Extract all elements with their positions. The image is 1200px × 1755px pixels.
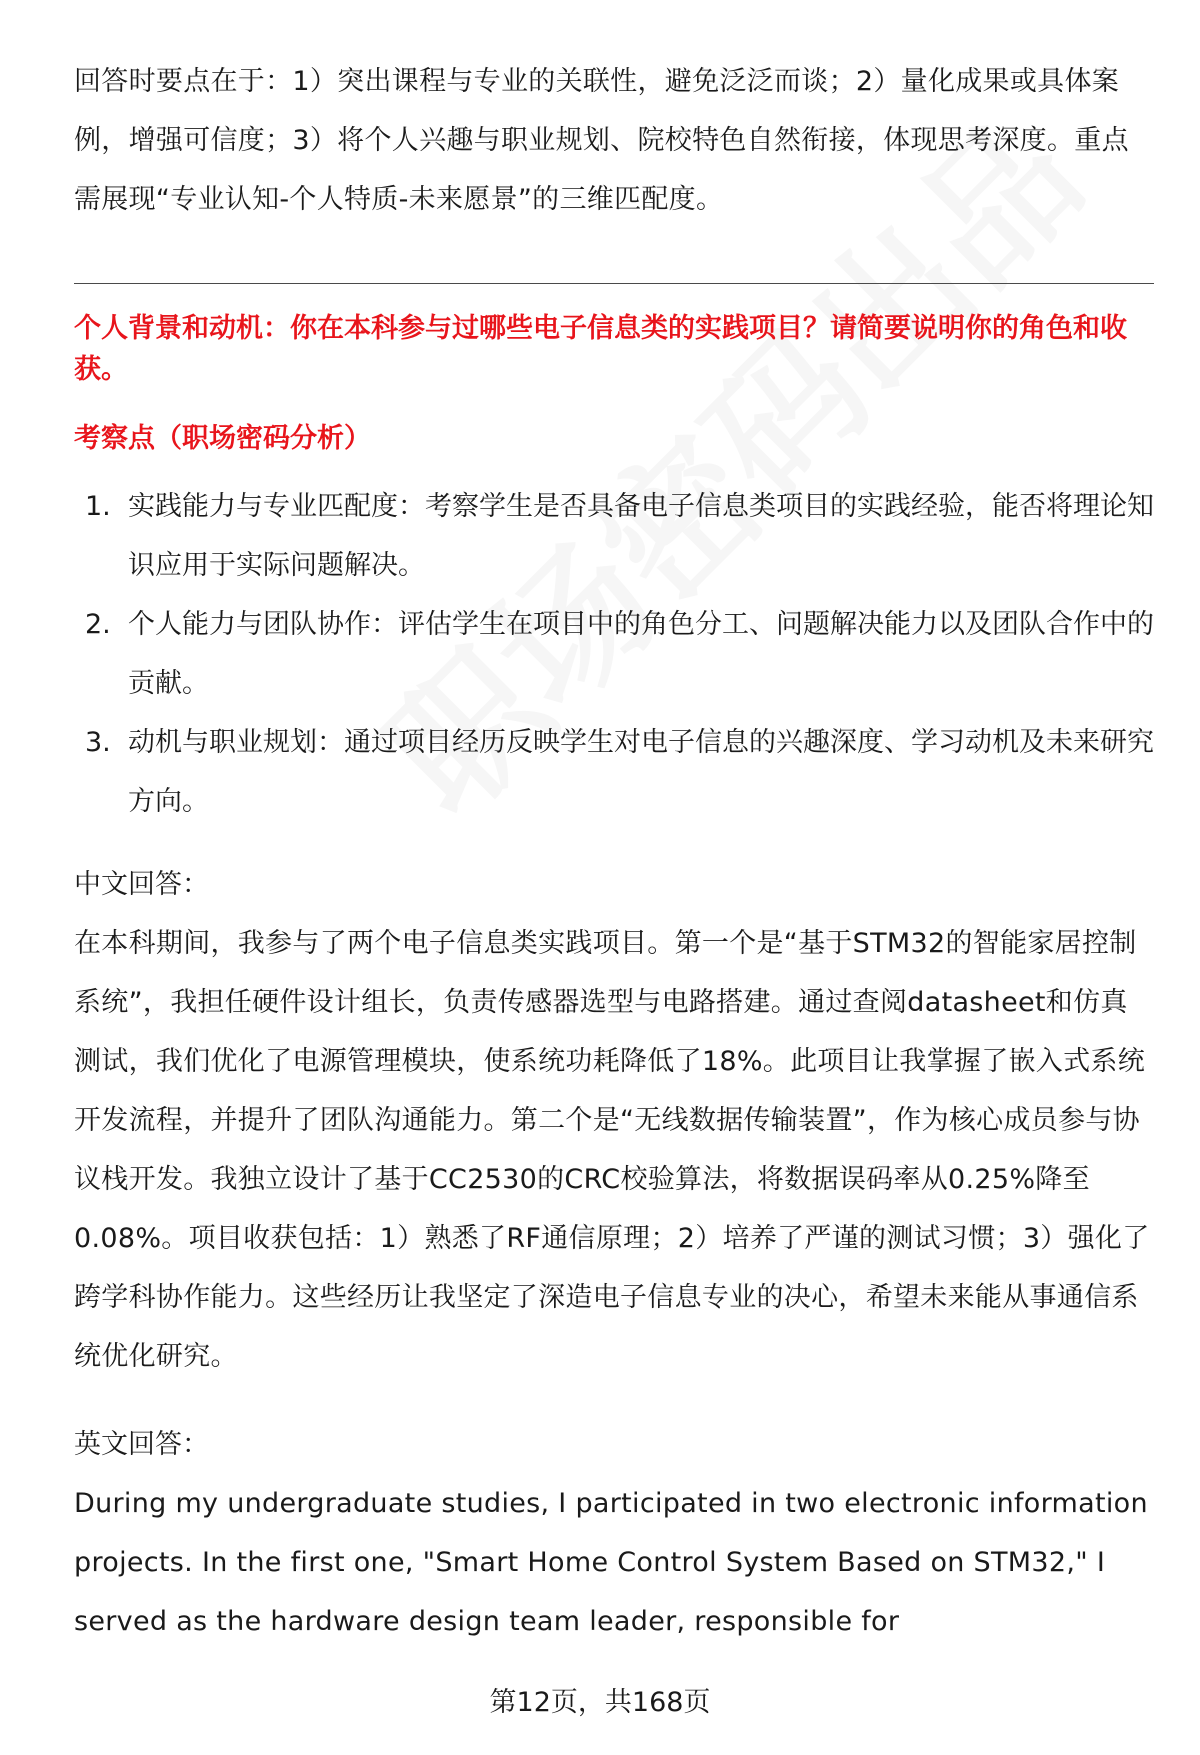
question-heading: 个人背景和动机：你在本科参与过哪些电子信息类的实践项目？请简要说明你的角色和收获。 xyxy=(74,313,1127,385)
section-divider xyxy=(74,283,1154,284)
intro-paragraph: 回答时要点在于：1）突出课程与专业的关联性，避免泛泛而谈；2）量化成果或具体案例，增强可信度；3）将个人兴趣与职业规划、院校特色自然衔接，体现思考深度。重点需展现“专业认知-个人特质-未来愿景”的三维匹配度。 xyxy=(74,66,1129,215)
list-item xyxy=(74,477,1154,595)
list-item-text: 动机与职业规划：通过项目经历反映学生对电子信息的兴趣深度、学习动机及未来研究方向。 xyxy=(128,727,1154,817)
list-number: 3. xyxy=(85,727,111,758)
english-answer: During my undergraduate studies, I participated in two electronic information projects. In the first one, "Smart Home Control System Based on STM32," I served as the hardware design team leader, responsible for xyxy=(74,1488,1148,1637)
chinese-answer-label: 中文回答： xyxy=(74,869,209,900)
list-number: 1. xyxy=(85,491,111,522)
list-item xyxy=(74,713,1154,831)
list-item-text: 实践能力与专业匹配度：考察学生是否具备电子信息类项目的实践经验，能否将理论知识应用于实际问题解决。 xyxy=(128,491,1154,581)
page-footer: 第12页，共168页 xyxy=(489,1687,711,1718)
english-answer-label: 英文回答： xyxy=(74,1429,209,1460)
analysis-points-list xyxy=(74,477,1154,831)
list-number: 2. xyxy=(85,609,111,640)
list-item xyxy=(74,595,1154,713)
document-page xyxy=(74,52,1154,1651)
chinese-answer: 在本科期间，我参与了两个电子信息类实践项目。第一个是“基于STM32的智能家居控制系统”，我担任硬件设计组长，负责传感器选型与电路搭建。通过查阅datasheet和仿真测试，我们优化了电源管理模块，使系统功耗降低了18%。此项目让我掌握了嵌入式系统开发流程，并提升了团队沟通能力。第二个是“无线数据传输装置”，作为核心成员参与协议栈开发。我独立设计了基于CC2530的CRC校验算法，将数据误码率从0.25%降至0.08%。项目收获包括：1）熟悉了RF通信原理；2）培养了严谨的测试习惯；3）强化了跨学科协作能力。这些经历让我坚定了深造电子信息专业的决心，希望未来能从事通信系统优化研究。 xyxy=(74,928,1150,1372)
analysis-heading: 考察点（职场密码分析） xyxy=(74,423,371,454)
list-item-text: 个人能力与团队协作：评估学生在项目中的角色分工、问题解决能力以及团队合作中的贡献。 xyxy=(128,609,1154,699)
